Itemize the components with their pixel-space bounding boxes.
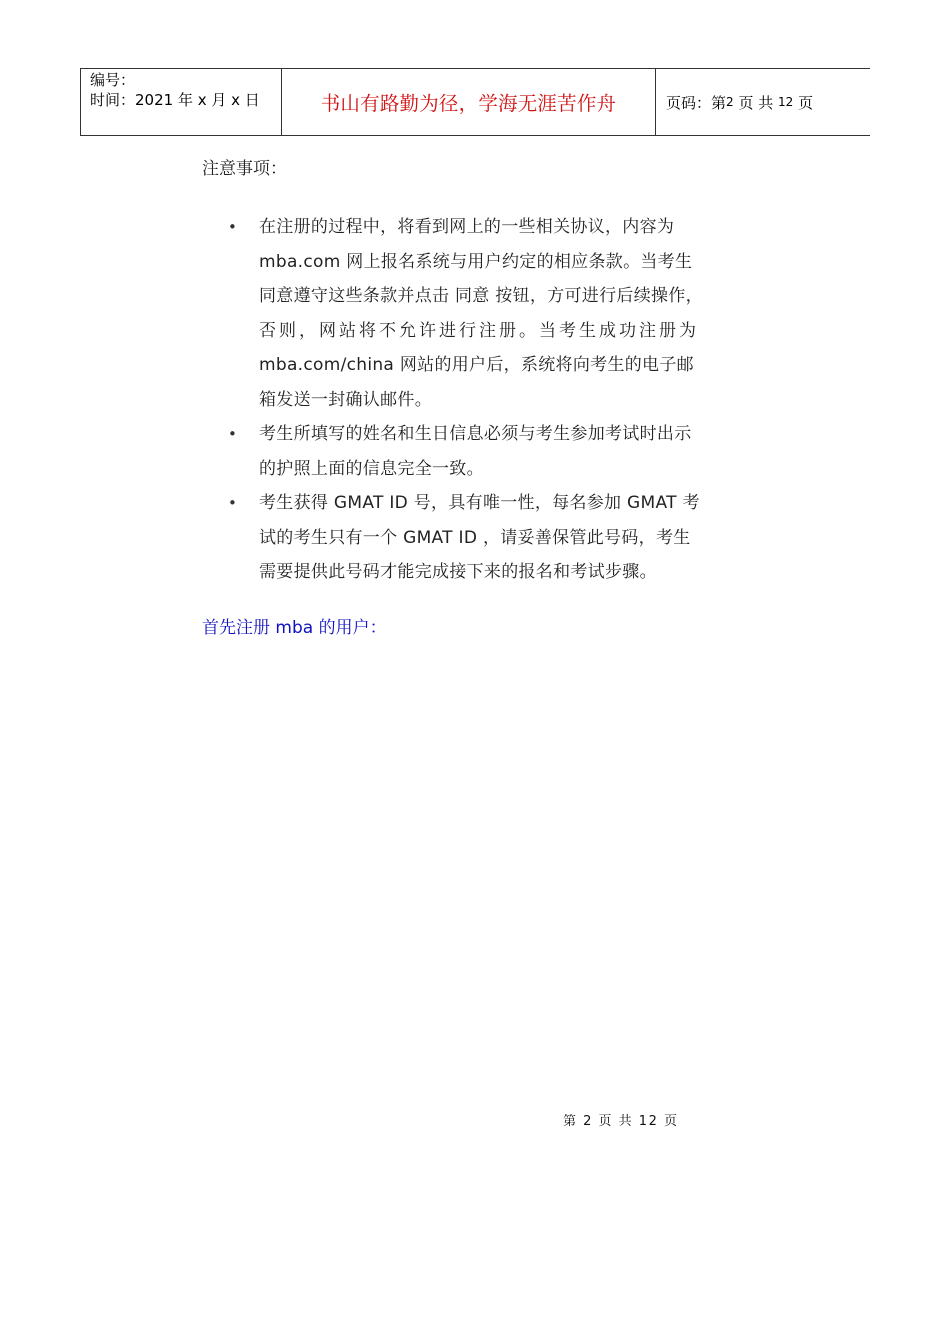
bullet-icon: • xyxy=(228,218,238,236)
header-page-mid: 页 共 xyxy=(738,93,774,112)
notice-line: 需要提供此号码才能完成接下来的报名和考试步骤。 xyxy=(259,562,657,582)
notice-line: 考生获得 GMAT ID 号，具有唯一性，每名参加 GMAT 考 xyxy=(259,493,700,513)
bullet-icon: • xyxy=(228,494,238,512)
notice-line: mba.com 网上报名系统与用户约定的相应条款。当考生 xyxy=(259,251,693,272)
notice-title: 注意事项： xyxy=(202,159,287,179)
header-motto-cell xyxy=(282,69,656,135)
page-footer: 第 2 页 共 12 页 xyxy=(563,1114,679,1129)
notice-item xyxy=(225,486,770,590)
section-heading: 首先注册 mba 的用户： xyxy=(202,618,387,638)
header-meta-cell xyxy=(81,69,282,135)
bullet-icon: • xyxy=(228,425,238,443)
notice-line: 箱发送一封确认邮件。 xyxy=(259,389,432,410)
notice-list xyxy=(225,210,770,590)
header-page-total: 12 xyxy=(778,95,794,109)
notice-line: 在注册的过程中，将看到网上的一些相关协议，内容为 xyxy=(259,217,675,237)
header-page-suffix: 页 xyxy=(798,93,814,112)
document-number-label: 编号： xyxy=(90,71,136,89)
notice-item xyxy=(225,210,770,417)
notice-line: 否则，网站将不允许进行注册。当考生成功注册为 xyxy=(259,320,699,341)
header-page-prefix: 页码：第 xyxy=(666,93,727,112)
page-header-table xyxy=(80,68,870,136)
notice-line: 同意遵守这些条款并点击 同意 按钮，方可进行后续操作， xyxy=(259,286,703,306)
notice-line: 的护照上面的信息完全一致。 xyxy=(259,458,484,479)
notice-item xyxy=(225,417,770,486)
header-motto: 书山有路勤为径，学海无涯苦作舟 xyxy=(320,92,617,115)
header-page-cell xyxy=(656,69,870,135)
document-date-label: 时间：2021 年 x 月 x 日 xyxy=(90,91,260,109)
notice-line: 考生所填写的姓名和生日信息必须与考生参加考试时出示 xyxy=(259,424,692,444)
notice-line: mba.com/china 网站的用户后，系统将向考生的电子邮 xyxy=(259,355,694,375)
notice-line: 试的考生只有一个 GMAT ID ，请妥善保管此号码，考生 xyxy=(259,527,691,548)
header-page-current: 2 xyxy=(726,95,734,109)
